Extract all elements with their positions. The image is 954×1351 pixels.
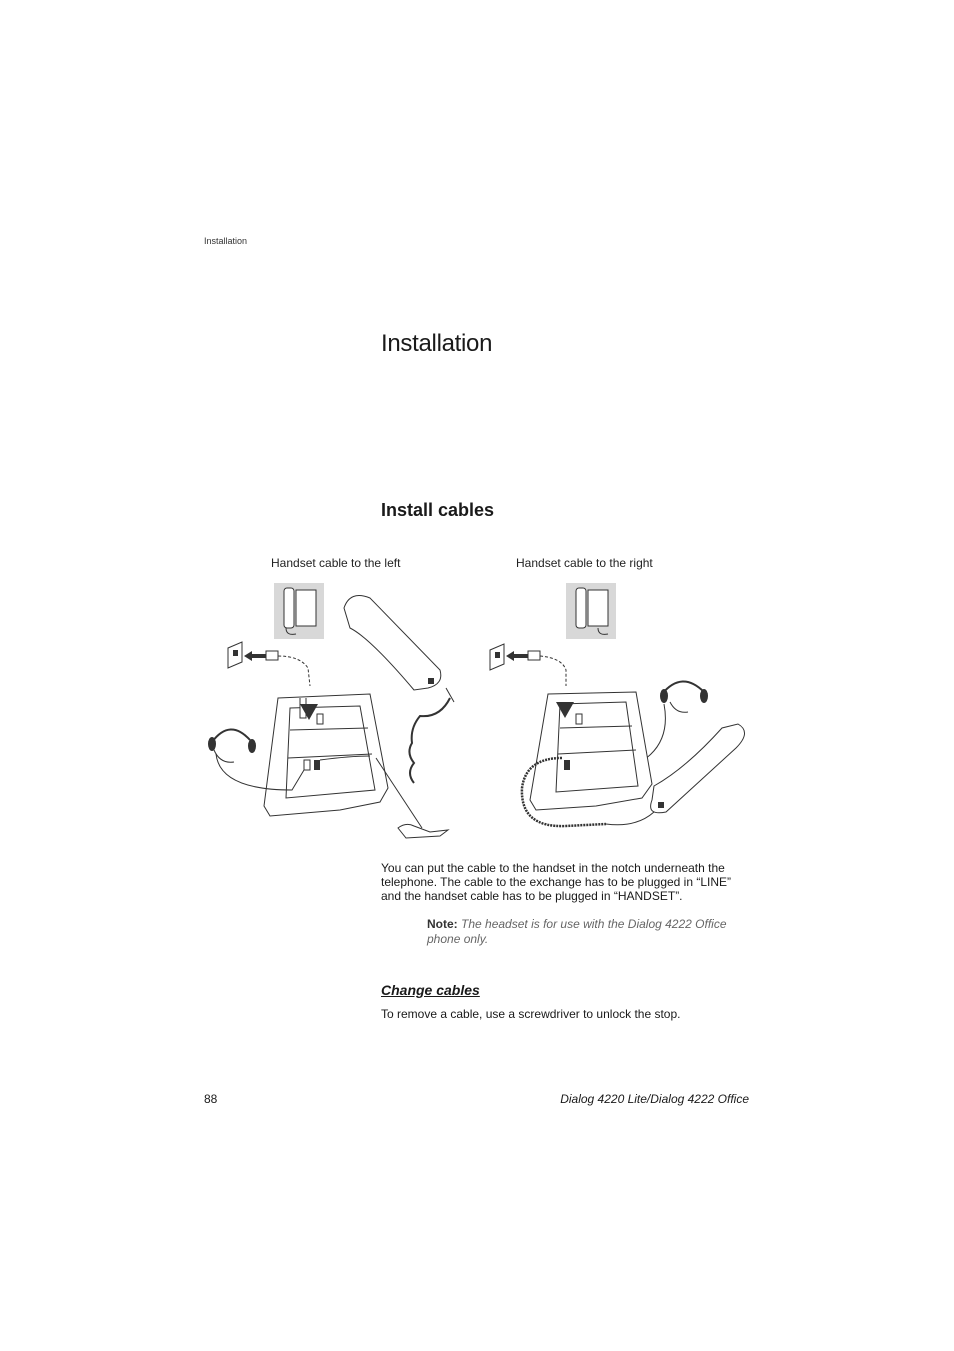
subsection-title: Change cables [381, 982, 480, 998]
body-paragraph: You can put the cable to the handset in the notch underneath the telephone. The cable to the exchange has to be plugged in “LINE” and the handset cable has to be plugged in “HANDSET”. [381, 861, 732, 903]
phone-thumbnail-icon [566, 583, 616, 639]
figure-caption-right: Handset cable to the right [516, 556, 653, 570]
running-head: Installation [204, 236, 248, 246]
subsection-text: To remove a cable, use a screwdriver to unlock the stop. [381, 1007, 681, 1021]
page-number: 88 [204, 1092, 218, 1106]
phone-thumbnail-icon [274, 583, 324, 639]
note-text: The headset is for use with the Dialog 4222 Office phone only. [427, 917, 727, 946]
wall-socket-icon [228, 642, 242, 668]
chapter-title: Installation [381, 330, 493, 357]
phone-base-icon [530, 692, 652, 810]
handset-icon [651, 724, 745, 813]
illustration-left [200, 578, 460, 843]
section-title: Install cables [381, 500, 495, 520]
note [427, 917, 747, 947]
phone-base-icon [264, 694, 388, 816]
wall-socket-icon [490, 644, 504, 670]
figure-caption-left: Handset cable to the left [271, 556, 401, 570]
handset-icon [344, 596, 441, 690]
document-name: Dialog 4220 Lite/Dialog 4222 Office [560, 1092, 749, 1106]
illustration-right [486, 578, 751, 840]
note-label: Note: [427, 917, 458, 931]
